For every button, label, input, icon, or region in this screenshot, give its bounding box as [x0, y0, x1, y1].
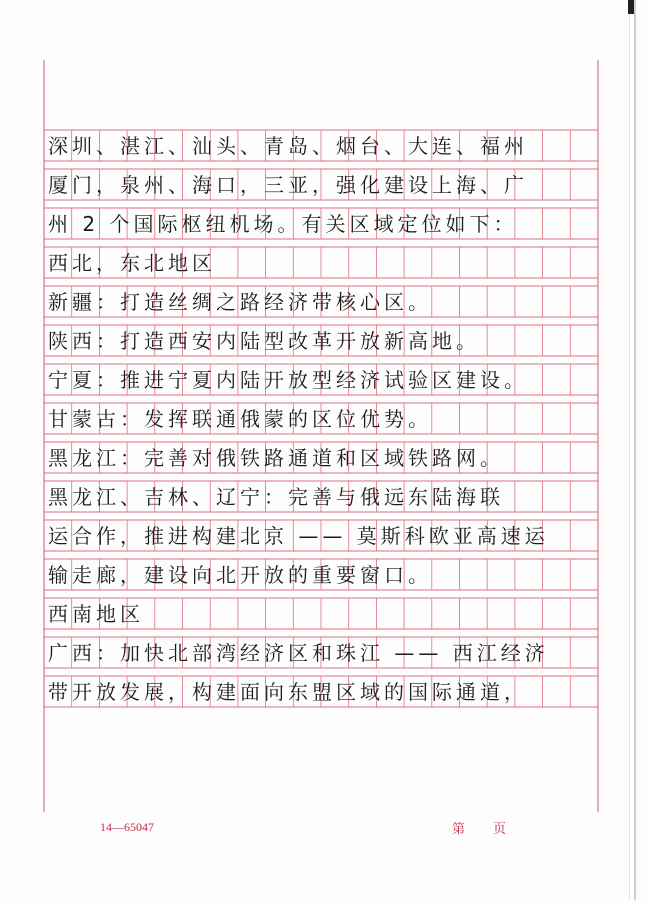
text-line: 运合作，推进构建北京 —— 莫斯科欧亚高速运	[48, 524, 549, 548]
text-line: 厦门，泉州、海口，三亚，强化建设上海、广	[48, 173, 528, 197]
text-line: 宁夏：推进宁夏内陆开放型经济试验区建设。	[48, 368, 528, 392]
text-line: 黑龙江：完善对俄铁路通道和区域铁路网。	[48, 446, 504, 470]
page-prefix: 第	[452, 822, 468, 837]
text-line: 新疆：打造丝绸之路经济带核心区。	[48, 290, 432, 314]
page-suffix: 页	[493, 822, 509, 837]
text-line: 输走廊，建设向北开放的重要窗口。	[48, 563, 432, 587]
page-number-label	[452, 818, 508, 837]
scan-edge-line	[634, 0, 636, 900]
text-line: 黑龙江、吉林、辽宁：完善与俄远东陆海联	[48, 485, 504, 509]
text-line: 州 2 个国际枢纽机场。有关区域定位如下：	[48, 212, 518, 236]
section-heading-southwest: 西南地区	[48, 602, 144, 626]
scan-corner-mark	[628, 0, 634, 14]
text-line: 深圳、湛江、汕头、青岛、烟台、大连、福州	[48, 134, 528, 158]
text-line: 带开放发展，构建面向东盟区域的国际通道，	[48, 680, 528, 704]
form-code: 14—65047	[100, 820, 154, 834]
text-line: 陕西：打造西安内陆型改革开放新高地。	[48, 329, 480, 353]
text-line: 广西：加快北部湾经济区和珠江 —— 西江经济	[48, 641, 549, 665]
text-line: 甘蒙古：发挥联通俄蒙的区位优势。	[48, 407, 432, 431]
section-heading-northwest-northeast: 西北，东北地区	[48, 251, 216, 275]
scan-edge-line	[629, 0, 630, 900]
